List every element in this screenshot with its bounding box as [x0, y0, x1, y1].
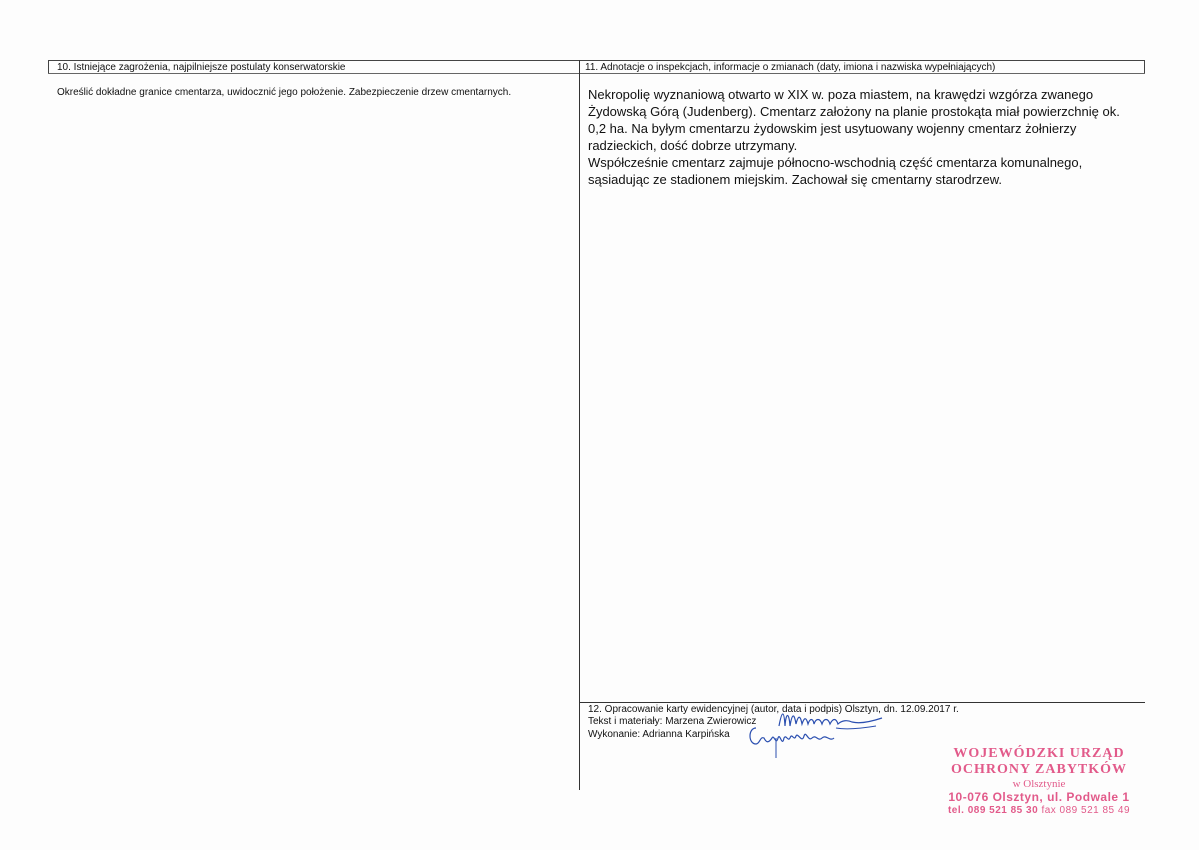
signature-karpinska	[746, 724, 842, 760]
section-10-text: Określić dokładne granice cmentarza, uwidocznić jego położenie. Zabezpieczenie drzew cmentarnych.	[57, 87, 512, 98]
section-12-heading: 12. Opracowanie karty ewidencyjnej (autor, data i podpis) Olsztyn, dn. 12.09.2017 r.	[588, 704, 959, 715]
stamp-phone-line	[930, 804, 1148, 817]
office-stamp	[930, 746, 1148, 817]
stamp-line-3: w Olsztynie	[1012, 778, 1066, 790]
footer-section-border	[579, 702, 1145, 703]
stamp-fax: fax 089 521 85 49	[1041, 805, 1131, 816]
section-11-body	[588, 86, 1138, 188]
stamp-address: 10-076 Olsztyn, ul. Podwale 1	[948, 790, 1130, 804]
stamp-tel: tel. 089 521 85 30	[947, 805, 1039, 816]
section-10-heading: 10. Istniejące zagrożenia, najpilniejsze postulaty konserwatorskie	[57, 62, 346, 73]
stamp-line-2: OCHRONY ZABYTKÓW	[950, 762, 1128, 777]
stamp-line-1: WOJEWÓDZKI URZĄD	[953, 746, 1125, 761]
section-11-paragraph-1: Nekropolię wyznaniową otwarto w XIX w. poza miastem, na krawędzi wzgórza zwanego Żydowską Górą (Judenberg). Cmentarz założony na planie prostokąta miał powierzchnię ok. 0,2 ha. Na byłym cmentarzu żydowskim jest usytuowany wojenny cmentarz żołnierzy radzieckich, dość dobrze utrzymany.	[588, 87, 1120, 153]
execution-line: Wykonanie: Adrianna Karpińska	[588, 729, 730, 740]
column-divider	[579, 60, 580, 790]
form-top-border	[48, 60, 1145, 61]
text-author-line: Tekst i materiały: Marzena Zwierowicz	[588, 716, 757, 727]
form-right-border	[1144, 60, 1145, 74]
section-11-paragraph-2: Współcześnie cmentarz zajmuje północno-wschodnią część cmentarza komunalnego, sąsiadując ze stadionem miejskim. Zachował się cmentarny starodrzew.	[588, 155, 1083, 187]
section-11-heading: 11. Adnotacje o inspekcjach, informacje o zmianach (daty, imiona i nazwiska wypełniających)	[585, 62, 996, 73]
form-left-border	[48, 60, 49, 74]
